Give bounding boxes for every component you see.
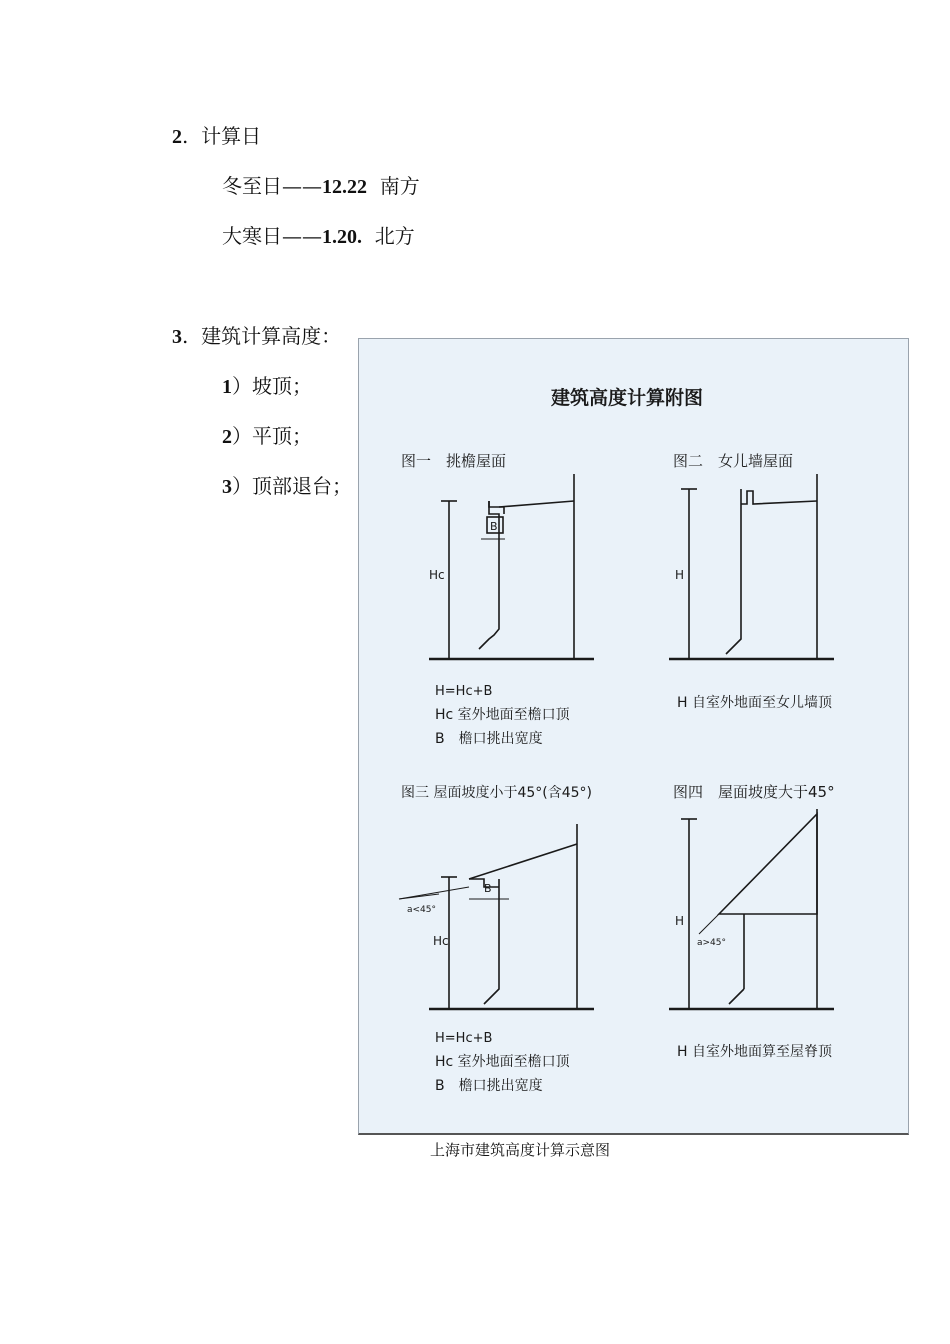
fig3-note: H=Hc+B — [435, 1031, 493, 1046]
winter-solstice-label: 冬至日—— — [222, 174, 322, 198]
fig4-note: H 自室外地面算至屋脊顶 — [677, 1044, 832, 1060]
list-item-number: 3 — [222, 476, 232, 498]
fig3-note: B 檐口挑出宽度 — [435, 1078, 543, 1094]
section-3-title: 建筑计算高度： — [201, 324, 342, 348]
fig2-h-label: H — [675, 568, 685, 582]
figure-caption: 上海市建筑高度计算示意图 — [430, 1141, 611, 1159]
fig3-hc-label: Hc — [433, 934, 449, 948]
list-item-label: ）平顶； — [232, 424, 312, 448]
fig1-note: H=Hc+B — [435, 684, 493, 699]
section-3-number: 3 — [172, 326, 182, 348]
figure-drawing — [359, 339, 910, 1136]
section-2-number: 2 — [172, 126, 182, 148]
fig3-b-label: B — [484, 882, 492, 895]
great-cold-date: 1.20. — [322, 226, 362, 248]
winter-solstice-date: 12.22 — [322, 176, 367, 198]
list-item-label: ）顶部退台； — [232, 474, 352, 498]
great-cold-direction: 北方 — [374, 224, 415, 248]
list-item-number: 2 — [222, 426, 232, 448]
fig1-hc-label: Hc — [429, 568, 445, 582]
fig1-title: 图一 挑檐屋面 — [401, 452, 507, 470]
fig4-angle-label: a>45° — [697, 938, 727, 948]
list-item — [222, 424, 312, 449]
section-2-heading: 2. 计算日 — [172, 124, 262, 148]
winter-solstice-direction: 南方 — [379, 174, 420, 198]
figure-title: 建筑高度计算附图 — [551, 387, 704, 409]
section-3-heading: 3. 建筑计算高度： — [172, 324, 342, 348]
fig2-note: H 自室外地面至女儿墙顶 — [677, 695, 832, 711]
fig4-title: 图四 屋面坡度大于45° — [673, 783, 835, 801]
great-cold-label: 大寒日—— — [222, 224, 322, 248]
fig2-title: 图二 女儿墙屋面 — [673, 452, 794, 470]
fig3-note: Hc 室外地面至檐口顶 — [435, 1054, 570, 1070]
great-cold-line — [222, 224, 415, 249]
list-item — [222, 374, 312, 399]
fig1-note: Hc 室外地面至檐口顶 — [435, 707, 570, 723]
fig1-b-label: B — [490, 520, 498, 533]
winter-solstice-line — [222, 174, 420, 199]
fig3-angle-label: a<45° — [407, 905, 437, 915]
list-item-number: 1 — [222, 376, 232, 398]
fig3-title: 图三 屋面坡度小于45°(含45°) — [401, 785, 593, 801]
fig4-h-label: H — [675, 914, 685, 928]
list-item-label: ）坡顶； — [232, 374, 312, 398]
fig1-note: B 檐口挑出宽度 — [435, 731, 543, 747]
list-item — [222, 474, 352, 499]
section-2-title: 计算日 — [201, 124, 262, 148]
building-height-figure — [358, 338, 909, 1135]
